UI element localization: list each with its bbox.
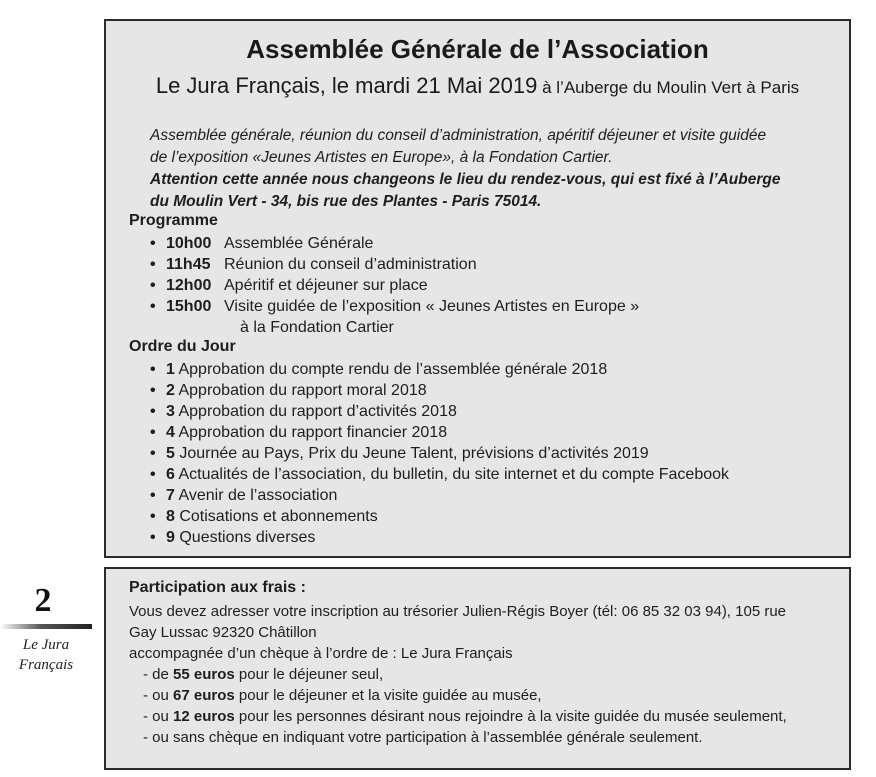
programme-text: Apéritif et déjeuner sur place — [224, 277, 428, 294]
intro-paragraph — [150, 125, 840, 213]
programme-item — [150, 296, 639, 338]
participation-line2: Gay Lussac 92320 Châtillon — [129, 624, 317, 641]
fee-amount: 55 euros — [173, 666, 235, 683]
programme-time: 12h00 — [166, 277, 212, 294]
fee-suffix: pour les personnes désirant nous rejoindre à la visite guidée du musée seulement, — [234, 708, 787, 725]
subtitle-location: à l’Auberge du Moulin Vert à Paris — [537, 78, 800, 97]
programme-text: Assemblée Générale — [224, 235, 374, 252]
programme-list — [150, 233, 639, 338]
intro-line2: de l’exposition «Jeunes Artistes en Europe», à la Fondation Cartier. — [150, 149, 613, 166]
programme-text: Visite guidée de l’exposition « Jeunes Artistes en Europe » — [224, 298, 640, 315]
participation-text — [129, 601, 839, 748]
ordre-item — [150, 485, 729, 506]
programme-continuation: à la Fondation Cartier — [240, 319, 394, 336]
fee-suffix: pour le déjeuner seul, — [234, 666, 384, 683]
programme-time: 10h00 — [166, 235, 212, 252]
fee-suffix: pour le déjeuner et la visite guidée au musée, — [234, 687, 542, 704]
ordre-num: 3 — [166, 403, 175, 420]
fee-option — [129, 685, 839, 706]
page-number-bar — [0, 624, 92, 629]
fee-option — [129, 706, 839, 727]
ordre-text: Avenir de l’association — [174, 487, 338, 504]
fee-option — [129, 727, 839, 748]
event-subtitle — [106, 73, 849, 99]
ordre-item — [150, 443, 729, 464]
ordre-item — [150, 422, 729, 443]
programme-item — [150, 233, 639, 254]
ordre-item — [150, 401, 729, 422]
fee-options-list — [129, 664, 839, 748]
programme-text: Réunion du conseil d’administration — [224, 256, 477, 273]
participation-line3: accompagnée d’un chèque à l’ordre de : Le Jura Français — [129, 645, 513, 662]
ordre-item — [150, 359, 729, 380]
page-publication-label — [0, 635, 92, 675]
ordre-num: 1 — [166, 361, 175, 378]
fee-option — [129, 664, 839, 685]
notice-line2: du Moulin Vert - 34, bis rue des Plantes - Paris 75014. — [150, 193, 542, 210]
ordre-text: Cotisations et abonnements — [174, 508, 378, 525]
ordre-text: Questions diverses — [174, 529, 316, 546]
page-label-line1: Le Jura — [22, 637, 70, 653]
ordre-num: 4 — [166, 424, 175, 441]
programme-item — [150, 254, 639, 275]
programme-heading: Programme — [129, 212, 218, 229]
page-title: Assemblée Générale de l’Association — [246, 34, 709, 64]
ordre-item — [150, 464, 729, 485]
fee-prefix: - ou sans chèque en indiquant votre participation à l’assemblée générale seulement. — [143, 729, 703, 746]
ordre-num: 5 — [166, 445, 175, 462]
ordre-heading: Ordre du Jour — [129, 338, 236, 355]
intro-line1: Assemblée générale, réunion du conseil d’administration, apéritif déjeuner et visite guidée — [150, 127, 767, 144]
ordre-text: Approbation du compte rendu de l’assemblée générale 2018 — [174, 361, 608, 378]
subtitle-main: Le Jura Français, le mardi 21 Mai 2019 — [155, 73, 538, 98]
fee-amount: 12 euros — [173, 708, 235, 725]
participation-heading: Participation aux frais : — [129, 579, 306, 596]
page-label-line2: Français — [18, 657, 74, 673]
fee-prefix: - de — [143, 666, 174, 683]
ordre-text: Approbation du rapport d’activités 2018 — [174, 403, 457, 420]
participation-line1: Vous devez adresser votre inscription au trésorier Julien-Régis Boyer (tél: 06 85 32 03 94), 105 rue — [129, 603, 787, 620]
ordre-num: 7 — [166, 487, 175, 504]
fee-prefix: - ou — [143, 687, 174, 704]
page-number: 2 — [34, 582, 52, 619]
programme-time: 15h00 — [166, 298, 212, 315]
ordre-text: Approbation du rapport financier 2018 — [174, 424, 448, 441]
ordre-text: Journée au Pays, Prix du Jeune Talent, prévisions d’activités 2019 — [174, 445, 649, 462]
ordre-text: Approbation du rapport moral 2018 — [174, 382, 427, 399]
ordre-num: 9 — [166, 529, 175, 546]
ordre-list — [150, 359, 729, 548]
ordre-num: 6 — [166, 466, 175, 483]
programme-time: 11h45 — [166, 256, 211, 273]
programme-item — [150, 275, 639, 296]
ordre-num: 2 — [166, 382, 175, 399]
participation-box — [104, 567, 851, 770]
ordre-text: Actualités de l’association, du bulletin, du site internet et du compte Facebook — [174, 466, 730, 483]
fee-prefix: - ou — [143, 708, 174, 725]
ordre-item — [150, 380, 729, 401]
notice-line1: Attention cette année nous changeons le lieu du rendez-vous, qui est fixé à l’Auberge — [150, 171, 781, 188]
ordre-item — [150, 506, 729, 527]
assembly-box — [104, 19, 851, 558]
ordre-num: 8 — [166, 508, 175, 525]
ordre-item — [150, 527, 729, 548]
fee-amount: 67 euros — [173, 687, 235, 704]
